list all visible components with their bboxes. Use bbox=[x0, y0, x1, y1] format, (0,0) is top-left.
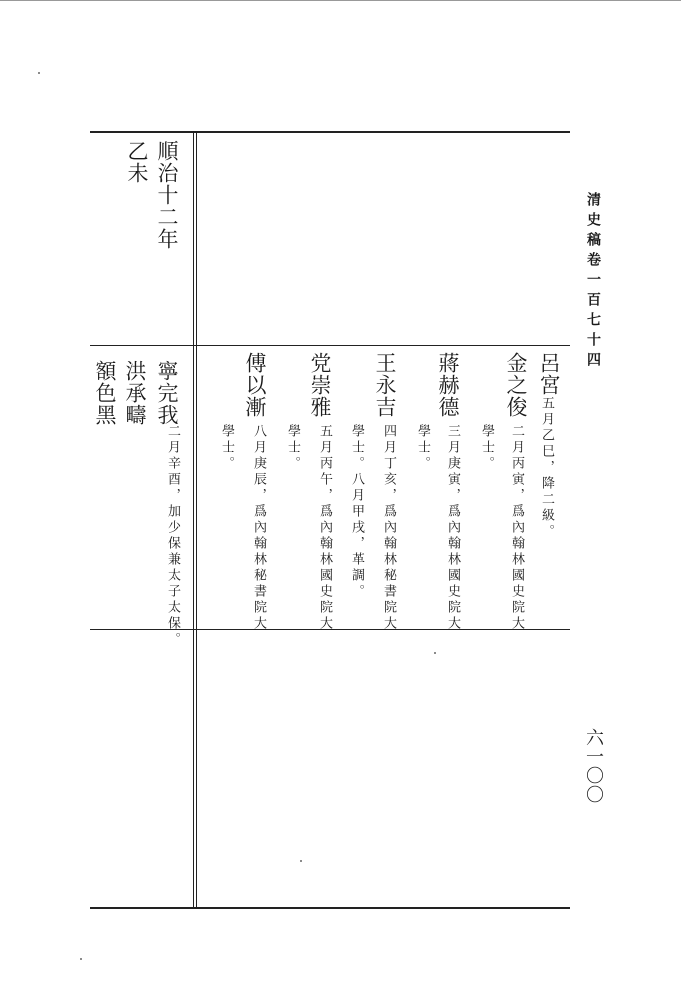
page-top-edge bbox=[0, 0, 681, 1]
official-note: 三月庚寅，爲內翰林國史院大 bbox=[445, 424, 460, 632]
scan-speck bbox=[434, 652, 436, 654]
official-note: 學士。 bbox=[219, 424, 234, 472]
bottom-border bbox=[90, 907, 570, 909]
reign-year: 順治十二年 bbox=[155, 140, 179, 250]
official-name: 蔣赫德 bbox=[436, 352, 460, 418]
official-name: 寧完我 bbox=[155, 360, 179, 426]
scan-speck bbox=[80, 958, 82, 960]
volume-title: 清史稿卷一百七十四 bbox=[585, 192, 601, 372]
official-name: 洪承疇 bbox=[123, 360, 147, 426]
official-note: 四月丁亥，爲內翰林秘書院大 bbox=[381, 424, 396, 632]
official-name: 呂宮 bbox=[537, 352, 561, 396]
official-name: 傅以漸 bbox=[243, 352, 267, 418]
official-note: 學士。八月甲戌，革調。 bbox=[349, 424, 364, 600]
official-note: 學士。 bbox=[285, 424, 300, 472]
page-number: 六一〇〇 bbox=[583, 728, 604, 804]
year-row-divider bbox=[90, 345, 570, 346]
official-note: 八月庚辰，爲內翰林秘書院大 bbox=[251, 424, 266, 632]
official-name: 額色黑 bbox=[93, 360, 117, 426]
scan-speck bbox=[300, 860, 302, 862]
ganzhi-year: 乙未 bbox=[125, 140, 149, 184]
column-divider-left bbox=[193, 131, 194, 909]
official-note: 學士。 bbox=[479, 424, 494, 472]
top-border bbox=[90, 131, 570, 133]
scan-speck bbox=[38, 72, 40, 74]
official-note: 二月丙寅，爲內翰林國史院大 bbox=[509, 424, 524, 632]
official-name: 金之俊 bbox=[504, 352, 528, 418]
official-note: 學士。 bbox=[415, 424, 430, 472]
column-divider-right bbox=[196, 131, 197, 909]
official-note: 二月辛酉，加少保兼太子太保。 bbox=[165, 424, 180, 648]
official-note: 五月乙巳，降二級。 bbox=[539, 396, 554, 540]
official-note: 五月丙午，爲內翰林國史院大 bbox=[317, 424, 332, 632]
official-name: 党崇雅 bbox=[308, 352, 332, 418]
official-name: 王永吉 bbox=[373, 352, 397, 418]
